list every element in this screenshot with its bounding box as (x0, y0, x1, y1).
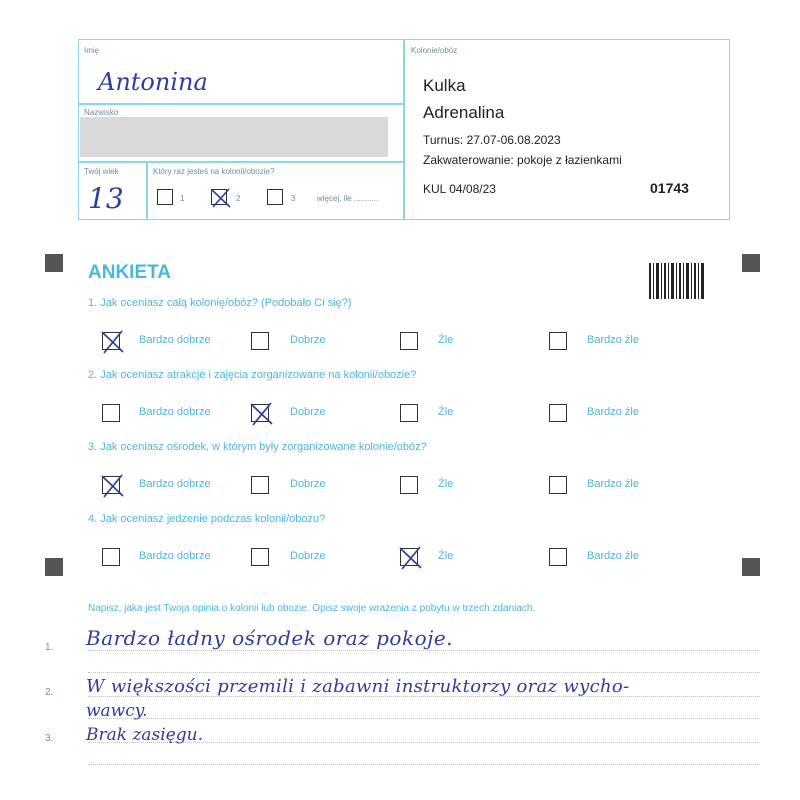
q2-checkbox-1[interactable] (102, 404, 120, 422)
line-number-1: 1. (45, 642, 54, 653)
q2-option-label-1: Bardzo dobrze (139, 406, 211, 418)
question-1: 1. Jak oceniasz całą kolonię/obóz? (Podobało Ci się?) (88, 297, 352, 309)
checked-mark-icon (397, 544, 425, 572)
corner-marker-bl (45, 558, 63, 576)
turnus: Turnus: 27.07-06.08.2023 (423, 133, 561, 147)
corner-marker-tr (742, 254, 760, 272)
q4-option-label-4: Bardzo źle (587, 550, 639, 562)
kolonie-name2: Adrenalina (423, 103, 505, 122)
corner-marker-br (742, 558, 760, 576)
q2-option-label-3: Źle (438, 406, 454, 418)
q3-checkbox-1[interactable] (102, 476, 120, 494)
header-divider-age (146, 161, 148, 220)
corner-marker-tl (45, 254, 63, 272)
header-divider-vertical (403, 39, 405, 220)
q3-option-label-3: Źle (438, 478, 454, 490)
answer-3-text: Brak zasięgu. (86, 725, 204, 745)
q2-option-label-2: Dobrze (290, 406, 326, 418)
barcode-icon (649, 263, 704, 299)
q4-checkbox-3[interactable] (400, 548, 418, 566)
q3-option-label-2: Dobrze (290, 478, 326, 490)
answer-line-3b (88, 764, 760, 765)
answer-line-2b (88, 718, 760, 719)
checked-mark-icon (99, 472, 127, 500)
answer-2-text-line1: W większości przemili i zabawni instruktorzy oraz wycho- (86, 676, 630, 697)
checked-mark-icon (208, 185, 234, 211)
q1-option-label-3: Źle (438, 334, 454, 346)
q4-option-label-3: Źle (438, 550, 454, 562)
q2-checkbox-2[interactable] (251, 404, 269, 422)
q2-option-label-4: Bardzo źle (587, 406, 639, 418)
survey-title: ANKIETA (88, 262, 172, 283)
header-divider-h1 (78, 103, 404, 105)
ktory-more: więcej, ile ........... (317, 194, 379, 203)
question-2: 2. Jak oceniasz atrakcje i zajęcia zorganizowane na kolonii/obozie? (88, 369, 417, 381)
q3-checkbox-2[interactable] (251, 476, 269, 494)
checked-mark-icon (248, 400, 276, 428)
answer-line-1b (88, 672, 760, 673)
header-divider-h2 (78, 161, 404, 163)
ktory-option-3: 3 (291, 194, 296, 203)
ktory-option-2: 2 (236, 194, 241, 203)
q2-checkbox-4[interactable] (549, 404, 567, 422)
q4-checkbox-1[interactable] (102, 548, 120, 566)
ktory-checkbox-1[interactable] (157, 189, 173, 205)
q4-checkbox-4[interactable] (549, 548, 567, 566)
q3-option-label-4: Bardzo źle (587, 478, 639, 490)
q4-option-label-2: Dobrze (290, 550, 326, 562)
wiek-label: Twój wiek (84, 167, 119, 176)
q3-checkbox-3[interactable] (400, 476, 418, 494)
q1-checkbox-3[interactable] (400, 332, 418, 350)
q1-checkbox-2[interactable] (251, 332, 269, 350)
answer-1-text: Bardzo ładny ośrodek oraz pokoje. (86, 626, 454, 650)
kolonie-name1: Kulka (423, 76, 466, 95)
q1-option-label-2: Dobrze (290, 334, 326, 346)
q2-checkbox-3[interactable] (400, 404, 418, 422)
checked-mark-icon (99, 328, 127, 356)
q3-option-label-1: Bardzo dobrze (139, 478, 211, 490)
line-number-2: 2. (45, 687, 54, 698)
form-number: 01743 (650, 180, 689, 196)
q4-option-label-1: Bardzo dobrze (139, 550, 211, 562)
kolonie-code: KUL 04/08/23 (423, 182, 496, 196)
wiek-value: 13 (88, 182, 124, 215)
zakwaterowanie: Zakwaterowanie: pokoje z łazienkami (423, 153, 622, 167)
nazwisko-redacted (80, 117, 388, 157)
nazwisko-label: Nazwisko (84, 108, 119, 117)
q1-option-label-1: Bardzo dobrze (139, 334, 211, 346)
q3-checkbox-4[interactable] (549, 476, 567, 494)
ktory-checkbox-2[interactable] (211, 189, 227, 205)
q4-checkbox-2[interactable] (251, 548, 269, 566)
answer-line-1a (88, 650, 760, 651)
ktory-label: Który raz jesteś na kolonii/obozie? (153, 167, 275, 176)
ktory-option-1: 1 (180, 194, 185, 203)
kolonie-label: Kolonie/obóz (411, 46, 458, 55)
q1-option-label-4: Bardzo źle (587, 334, 639, 346)
q1-checkbox-1[interactable] (102, 332, 120, 350)
q1-checkbox-4[interactable] (549, 332, 567, 350)
imie-label: Imię (84, 46, 100, 55)
ktory-checkbox-3[interactable] (267, 189, 283, 205)
line-number-3: 3. (45, 733, 54, 744)
question-3: 3. Jak oceniasz ośrodek, w którym były zorganizowane kolonie/obóz? (88, 441, 427, 453)
answer-2-text-line2: wawcy. (86, 701, 148, 721)
imie-value: Antonina (98, 68, 208, 96)
question-4: 4. Jak oceniasz jedzenie podczas kolonii/obozu? (88, 513, 326, 525)
opinion-prompt: Napisz, jaka jest Twoja opinia o kolonii lub obozie. Opisz swoje wrażenia z pobytu w trzech zdaniach. (88, 603, 536, 614)
